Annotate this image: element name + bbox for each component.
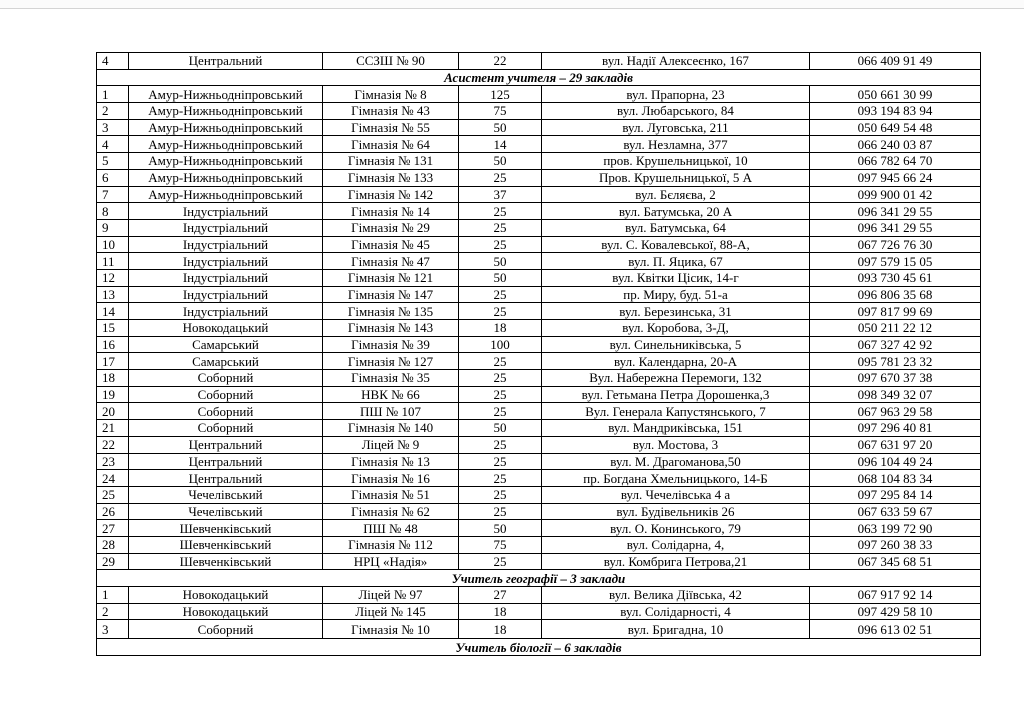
school-cell: ПШ № 107 — [323, 403, 459, 420]
row-number: 20 — [97, 403, 129, 420]
phone-cell: 098 349 32 07 — [810, 386, 981, 403]
table-row — [97, 403, 981, 420]
row-number: 15 — [97, 320, 129, 337]
school-cell: Гімназія № 121 — [323, 269, 459, 286]
school-cell: Гімназія № 51 — [323, 486, 459, 503]
count-cell: 37 — [459, 186, 542, 203]
phone-cell: 067 631 97 20 — [810, 436, 981, 453]
district-cell: Амур-Нижньодніпровський — [129, 169, 323, 186]
address-cell: Вул. Генерала Капустянського, 7 — [542, 403, 810, 420]
phone-cell: 093 194 83 94 — [810, 103, 981, 120]
district-cell: Новокодацький — [129, 587, 323, 604]
school-cell: Гімназія № 13 — [323, 453, 459, 470]
count-cell: 25 — [459, 486, 542, 503]
district-cell: Індустріальний — [129, 219, 323, 236]
count-cell: 25 — [459, 286, 542, 303]
table-row — [97, 303, 981, 320]
row-number: 22 — [97, 436, 129, 453]
section-title: Асистент учителя – 29 закладів — [97, 69, 981, 86]
phone-cell: 096 341 29 55 — [810, 219, 981, 236]
count-cell: 50 — [459, 520, 542, 537]
count-cell: 25 — [459, 386, 542, 403]
table-row — [97, 203, 981, 220]
phone-cell: 096 806 35 68 — [810, 286, 981, 303]
school-cell: Гімназія № 16 — [323, 470, 459, 487]
address-cell: вул. Комбрига Петрова,21 — [542, 553, 810, 570]
phone-cell: 095 781 23 32 — [810, 353, 981, 370]
table-row — [97, 486, 981, 503]
address-cell: вул. Велика Діївська, 42 — [542, 587, 810, 604]
school-cell: ПШ № 48 — [323, 520, 459, 537]
row-number: 24 — [97, 470, 129, 487]
phone-cell: 067 963 29 58 — [810, 403, 981, 420]
row-number: 3 — [97, 119, 129, 136]
school-cell: Гімназія № 45 — [323, 236, 459, 253]
count-cell: 18 — [459, 620, 542, 639]
address-cell: вул. Прапорна, 23 — [542, 86, 810, 103]
table-row — [97, 420, 981, 437]
section-title: Учитель біології – 6 закладів — [97, 639, 981, 656]
row-number: 19 — [97, 386, 129, 403]
address-cell: вул. Любарського, 84 — [542, 103, 810, 120]
district-cell: Центральний — [129, 470, 323, 487]
count-cell: 25 — [459, 169, 542, 186]
count-cell: 14 — [459, 136, 542, 153]
row-number: 23 — [97, 453, 129, 470]
address-cell: вул. М. Драгоманова,50 — [542, 453, 810, 470]
phone-cell: 066 782 64 70 — [810, 153, 981, 170]
row-number: 21 — [97, 420, 129, 437]
table-row — [97, 169, 981, 186]
district-cell: Соборний — [129, 386, 323, 403]
district-cell: Індустріальний — [129, 269, 323, 286]
district-cell: Амур-Нижньодніпровський — [129, 119, 323, 136]
row-number: 18 — [97, 370, 129, 387]
count-cell: 25 — [459, 236, 542, 253]
district-cell: Амур-Нижньодніпровський — [129, 153, 323, 170]
district-cell: Шевченківський — [129, 553, 323, 570]
count-cell: 25 — [459, 303, 542, 320]
phone-cell: 097 429 58 10 — [810, 603, 981, 620]
address-cell: вул. Будівельників 26 — [542, 503, 810, 520]
count-cell: 50 — [459, 119, 542, 136]
count-cell: 25 — [459, 370, 542, 387]
table-row — [97, 336, 981, 353]
address-cell: вул. Батумська, 20 А — [542, 203, 810, 220]
phone-cell: 067 917 92 14 — [810, 587, 981, 604]
address-cell: Вул. Набережна Перемоги, 132 — [542, 370, 810, 387]
address-cell: пр. Богдана Хмельницького, 14-Б — [542, 470, 810, 487]
address-cell: вул. Березинська, 31 — [542, 303, 810, 320]
address-cell: вул. Календарна, 20-А — [542, 353, 810, 370]
table-row — [97, 436, 981, 453]
district-cell: Шевченківський — [129, 536, 323, 553]
address-cell: вул. Мостова, 3 — [542, 436, 810, 453]
phone-cell: 093 730 45 61 — [810, 269, 981, 286]
row-number: 7 — [97, 186, 129, 203]
address-cell: пров. Крушельницької, 10 — [542, 153, 810, 170]
phone-cell: 096 341 29 55 — [810, 203, 981, 220]
table-row — [97, 503, 981, 520]
table-row — [97, 353, 981, 370]
address-cell: вул. О. Конинського, 79 — [542, 520, 810, 537]
table-row — [97, 320, 981, 337]
count-cell: 25 — [459, 353, 542, 370]
section-header-row — [97, 639, 981, 656]
phone-cell: 096 613 02 51 — [810, 620, 981, 639]
table-row — [97, 219, 981, 236]
school-cell: Гімназія № 35 — [323, 370, 459, 387]
school-cell: Гімназія № 133 — [323, 169, 459, 186]
row-number: 16 — [97, 336, 129, 353]
address-cell: вул. Надії Алексеєнко, 167 — [542, 53, 810, 70]
table-row — [97, 186, 981, 203]
count-cell: 18 — [459, 603, 542, 620]
schools-table — [96, 52, 981, 656]
address-cell: пр. Миру, буд. 51-а — [542, 286, 810, 303]
phone-cell: 097 295 84 14 — [810, 486, 981, 503]
table-body — [97, 53, 981, 656]
table-row — [97, 536, 981, 553]
district-cell: Індустріальний — [129, 303, 323, 320]
phone-cell: 096 104 49 24 — [810, 453, 981, 470]
row-number: 2 — [97, 603, 129, 620]
school-cell: Гімназія № 135 — [323, 303, 459, 320]
district-cell: Амур-Нижньодніпровський — [129, 86, 323, 103]
district-cell: Індустріальний — [129, 253, 323, 270]
phone-cell: 067 327 42 92 — [810, 336, 981, 353]
table-row — [97, 103, 981, 120]
count-cell: 50 — [459, 253, 542, 270]
address-cell: вул. Незламна, 377 — [542, 136, 810, 153]
phone-cell: 097 296 40 81 — [810, 420, 981, 437]
count-cell: 25 — [459, 403, 542, 420]
count-cell: 25 — [459, 453, 542, 470]
count-cell: 75 — [459, 103, 542, 120]
district-cell: Новокодацький — [129, 603, 323, 620]
table-row — [97, 236, 981, 253]
school-cell: ССЗШ № 90 — [323, 53, 459, 70]
district-cell: Чечелівський — [129, 486, 323, 503]
school-cell: Гімназія № 112 — [323, 536, 459, 553]
school-cell: Гімназія № 29 — [323, 219, 459, 236]
row-number: 1 — [97, 587, 129, 604]
district-cell: Шевченківський — [129, 520, 323, 537]
address-cell: вул. Луговська, 211 — [542, 119, 810, 136]
row-number: 4 — [97, 136, 129, 153]
address-cell: вул. Бригадна, 10 — [542, 620, 810, 639]
district-cell: Індустріальний — [129, 203, 323, 220]
district-cell: Центральний — [129, 53, 323, 70]
phone-cell: 050 649 54 48 — [810, 119, 981, 136]
table-row — [97, 587, 981, 604]
school-cell: Гімназія № 62 — [323, 503, 459, 520]
count-cell: 100 — [459, 336, 542, 353]
district-cell: Соборний — [129, 620, 323, 639]
count-cell: 25 — [459, 470, 542, 487]
address-cell: вул. Батумська, 64 — [542, 219, 810, 236]
school-cell: Гімназія № 142 — [323, 186, 459, 203]
row-number: 1 — [97, 86, 129, 103]
row-number: 9 — [97, 219, 129, 236]
phone-cell: 068 104 83 34 — [810, 470, 981, 487]
count-cell: 75 — [459, 536, 542, 553]
address-cell: вул. Квітки Цісик, 14-г — [542, 269, 810, 286]
district-cell: Соборний — [129, 403, 323, 420]
district-cell: Індустріальний — [129, 236, 323, 253]
school-cell: Гімназія № 43 — [323, 103, 459, 120]
address-cell: вул. Мандриківська, 151 — [542, 420, 810, 437]
school-cell: Гімназія № 140 — [323, 420, 459, 437]
table-row — [97, 119, 981, 136]
address-cell: вул. Гетьмана Петра Дорошенка,3 — [542, 386, 810, 403]
phone-cell: 066 240 03 87 — [810, 136, 981, 153]
page-top-edge — [0, 0, 1024, 9]
school-cell: Гімназія № 131 — [323, 153, 459, 170]
row-number: 4 — [97, 53, 129, 70]
table-row — [97, 453, 981, 470]
phone-cell: 050 211 22 12 — [810, 320, 981, 337]
phone-cell: 097 670 37 38 — [810, 370, 981, 387]
row-number: 29 — [97, 553, 129, 570]
address-cell: вул. Коробова, 3-Д, — [542, 320, 810, 337]
table-row — [97, 603, 981, 620]
count-cell: 50 — [459, 420, 542, 437]
district-cell: Соборний — [129, 420, 323, 437]
row-number: 8 — [97, 203, 129, 220]
table-row — [97, 286, 981, 303]
phone-cell: 097 579 15 05 — [810, 253, 981, 270]
district-cell: Центральний — [129, 453, 323, 470]
count-cell: 25 — [459, 436, 542, 453]
school-cell: Ліцей № 145 — [323, 603, 459, 620]
row-number: 2 — [97, 103, 129, 120]
school-cell: Гімназія № 8 — [323, 86, 459, 103]
phone-cell: 097 817 99 69 — [810, 303, 981, 320]
count-cell: 50 — [459, 269, 542, 286]
count-cell: 22 — [459, 53, 542, 70]
table-row — [97, 269, 981, 286]
table-row — [97, 86, 981, 103]
address-cell: вул. П. Яцика, 67 — [542, 253, 810, 270]
school-cell: Гімназія № 39 — [323, 336, 459, 353]
section-title: Учитель географії – 3 заклади — [97, 570, 981, 587]
school-cell: Гімназія № 127 — [323, 353, 459, 370]
row-number: 13 — [97, 286, 129, 303]
count-cell: 27 — [459, 587, 542, 604]
district-cell: Самарський — [129, 353, 323, 370]
count-cell: 25 — [459, 503, 542, 520]
row-number: 3 — [97, 620, 129, 639]
phone-cell: 099 900 01 42 — [810, 186, 981, 203]
row-number: 17 — [97, 353, 129, 370]
phone-cell: 067 345 68 51 — [810, 553, 981, 570]
table-row — [97, 470, 981, 487]
row-number: 10 — [97, 236, 129, 253]
school-cell: Гімназія № 64 — [323, 136, 459, 153]
school-cell: Гімназія № 47 — [323, 253, 459, 270]
count-cell: 25 — [459, 219, 542, 236]
district-cell: Самарський — [129, 336, 323, 353]
count-cell: 25 — [459, 553, 542, 570]
address-cell: вул. Солідарна, 4, — [542, 536, 810, 553]
school-cell: Гімназія № 14 — [323, 203, 459, 220]
district-cell: Центральний — [129, 436, 323, 453]
table-row — [97, 553, 981, 570]
row-number: 25 — [97, 486, 129, 503]
phone-cell: 097 260 38 33 — [810, 536, 981, 553]
address-cell: вул. Бєляєва, 2 — [542, 186, 810, 203]
table-row — [97, 370, 981, 387]
district-cell: Новокодацький — [129, 320, 323, 337]
phone-cell: 050 661 30 99 — [810, 86, 981, 103]
address-cell: Пров. Крушельницької, 5 А — [542, 169, 810, 186]
school-cell: Гімназія № 147 — [323, 286, 459, 303]
table-row — [97, 153, 981, 170]
address-cell: вул. Чечелівська 4 а — [542, 486, 810, 503]
row-number: 14 — [97, 303, 129, 320]
school-cell: Ліцей № 9 — [323, 436, 459, 453]
school-cell: Гімназія № 143 — [323, 320, 459, 337]
row-number: 5 — [97, 153, 129, 170]
section-header-row — [97, 570, 981, 587]
school-cell: Ліцей № 97 — [323, 587, 459, 604]
row-number: 11 — [97, 253, 129, 270]
table-row — [97, 53, 981, 70]
district-cell: Соборний — [129, 370, 323, 387]
table-row — [97, 136, 981, 153]
count-cell: 18 — [459, 320, 542, 337]
table-row — [97, 620, 981, 639]
table-row — [97, 520, 981, 537]
count-cell: 125 — [459, 86, 542, 103]
phone-cell: 066 409 91 49 — [810, 53, 981, 70]
district-cell: Амур-Нижньодніпровський — [129, 136, 323, 153]
district-cell: Індустріальний — [129, 286, 323, 303]
phone-cell: 097 945 66 24 — [810, 169, 981, 186]
row-number: 27 — [97, 520, 129, 537]
row-number: 12 — [97, 269, 129, 286]
row-number: 28 — [97, 536, 129, 553]
district-cell: Амур-Нижньодніпровський — [129, 186, 323, 203]
address-cell: вул. Синельниківська, 5 — [542, 336, 810, 353]
school-cell: НВК № 66 — [323, 386, 459, 403]
school-cell: Гімназія № 10 — [323, 620, 459, 639]
school-cell: Гімназія № 55 — [323, 119, 459, 136]
table-row — [97, 253, 981, 270]
row-number: 6 — [97, 169, 129, 186]
school-cell: НРЦ «Надія» — [323, 553, 459, 570]
row-number: 26 — [97, 503, 129, 520]
count-cell: 50 — [459, 153, 542, 170]
phone-cell: 067 726 76 30 — [810, 236, 981, 253]
count-cell: 25 — [459, 203, 542, 220]
district-cell: Чечелівський — [129, 503, 323, 520]
district-cell: Амур-Нижньодніпровський — [129, 103, 323, 120]
table-row — [97, 386, 981, 403]
phone-cell: 063 199 72 90 — [810, 520, 981, 537]
phone-cell: 067 633 59 67 — [810, 503, 981, 520]
section-header-row — [97, 69, 981, 86]
address-cell: вул. С. Ковалевської, 88-А, — [542, 236, 810, 253]
address-cell: вул. Солідарності, 4 — [542, 603, 810, 620]
